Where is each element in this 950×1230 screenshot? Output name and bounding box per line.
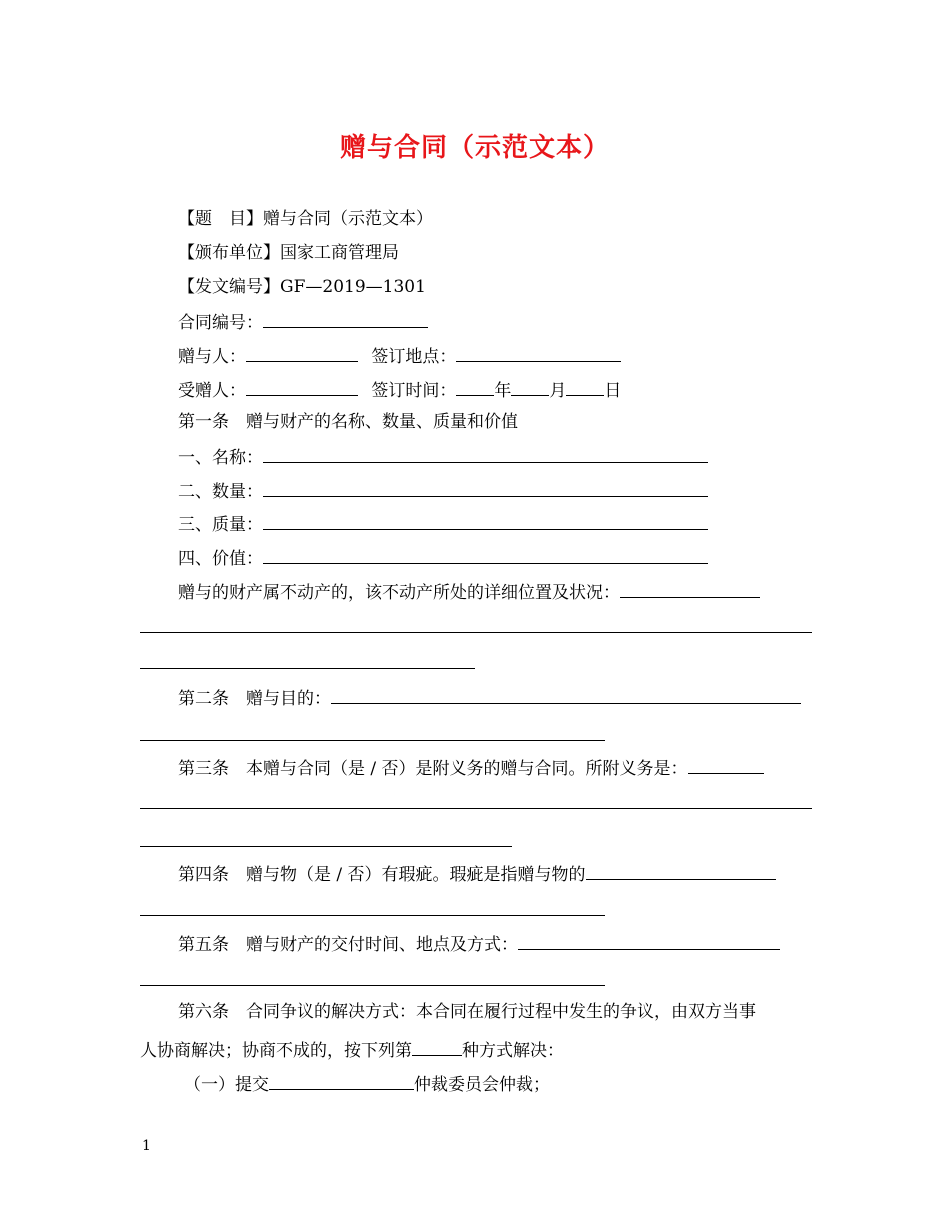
article-5-label: 第五条 赠与财产的交付时间、地点及方式： bbox=[178, 935, 518, 955]
obligation-blank-3 bbox=[140, 846, 512, 847]
article-6-line-2 bbox=[140, 1038, 812, 1062]
item-quality-blank bbox=[263, 512, 708, 530]
donee-line bbox=[140, 378, 812, 402]
article-6-text-b: 种方式解决： bbox=[462, 1041, 564, 1061]
subject-line: 【题 目】赠与合同（示范文本） bbox=[178, 209, 433, 229]
realestate-line bbox=[140, 580, 812, 604]
day-blank bbox=[566, 378, 604, 396]
item-quality-line bbox=[140, 512, 812, 536]
option-1-line bbox=[140, 1072, 812, 1096]
article-2-label: 第二条 赠与目的： bbox=[178, 689, 331, 709]
purpose-blank-2 bbox=[140, 740, 605, 741]
item-name-label: 一、名称： bbox=[178, 448, 263, 468]
article-5-line bbox=[140, 932, 812, 956]
month-blank bbox=[511, 378, 549, 396]
article-4-line bbox=[140, 862, 812, 886]
option-1-text-a: （一）提交 bbox=[184, 1075, 269, 1095]
realestate-blank bbox=[620, 580, 760, 598]
option-1-text-b: 仲裁委员会仲裁； bbox=[414, 1075, 550, 1095]
item-qty-blank bbox=[263, 479, 708, 497]
doc-number-line: 【发文编号】GF—2019—1301 bbox=[178, 277, 426, 297]
delivery-blank-2 bbox=[140, 985, 605, 986]
article-6-line-1: 第六条 合同争议的解决方式：本合同在履行过程中发生的争议，由双方当事 bbox=[178, 1002, 756, 1022]
obligation-blank bbox=[688, 756, 764, 774]
item-qty-label: 二、数量： bbox=[178, 482, 263, 502]
item-name-line bbox=[140, 445, 812, 469]
issuer-line: 【颁布单位】国家工商管理局 bbox=[178, 243, 399, 263]
donee-blank bbox=[246, 378, 358, 396]
contract-number-blank bbox=[263, 310, 428, 328]
donor-line bbox=[140, 344, 812, 368]
article-2-line bbox=[140, 686, 812, 710]
sign-place-label: 签订地点： bbox=[371, 347, 457, 367]
day-label: 日 bbox=[604, 381, 622, 401]
month-label: 月 bbox=[549, 381, 567, 401]
sign-time-label: 签订时间： bbox=[371, 381, 457, 401]
article-4-label: 第四条 赠与物（是 / 否）有瑕疵。瑕疵是指赠与物的 bbox=[178, 865, 586, 885]
item-name-blank bbox=[263, 445, 708, 463]
page-number: 1 bbox=[142, 1138, 151, 1154]
purpose-blank bbox=[331, 686, 801, 704]
year-blank bbox=[456, 378, 494, 396]
dispute-option-blank bbox=[412, 1038, 462, 1056]
item-value-line bbox=[140, 546, 812, 570]
donor-blank bbox=[246, 344, 358, 362]
item-quality-label: 三、质量： bbox=[178, 515, 263, 535]
realestate-label: 赠与的财产属不动产的，该不动产所处的详细位置及状况： bbox=[178, 583, 620, 603]
article-6-text-a: 人协商解决；协商不成的，按下列第 bbox=[140, 1041, 412, 1061]
year-label: 年 bbox=[494, 381, 512, 401]
document-title: 赠与合同（示范文本） bbox=[339, 133, 610, 163]
defect-blank bbox=[586, 862, 776, 880]
arbitration-blank bbox=[269, 1072, 414, 1090]
contract-number-label: 合同编号： bbox=[178, 313, 263, 333]
donor-label: 赠与人： bbox=[178, 347, 246, 367]
item-qty-line bbox=[140, 479, 812, 503]
article-3-line bbox=[140, 756, 812, 780]
realestate-blank-2 bbox=[140, 632, 812, 633]
article-3-label: 第三条 本赠与合同（是 / 否）是附义务的赠与合同。所附义务是： bbox=[178, 759, 688, 779]
article-1-heading: 第一条 赠与财产的名称、数量、质量和价值 bbox=[178, 412, 518, 432]
item-value-label: 四、价值： bbox=[178, 549, 263, 569]
donee-label: 受赠人： bbox=[178, 381, 246, 401]
delivery-blank bbox=[518, 932, 780, 950]
defect-blank-2 bbox=[140, 915, 605, 916]
contract-number-line bbox=[140, 310, 812, 334]
sign-place-blank bbox=[456, 344, 621, 362]
item-value-blank bbox=[263, 546, 708, 564]
obligation-blank-2 bbox=[140, 808, 812, 809]
realestate-blank-3 bbox=[140, 668, 475, 669]
